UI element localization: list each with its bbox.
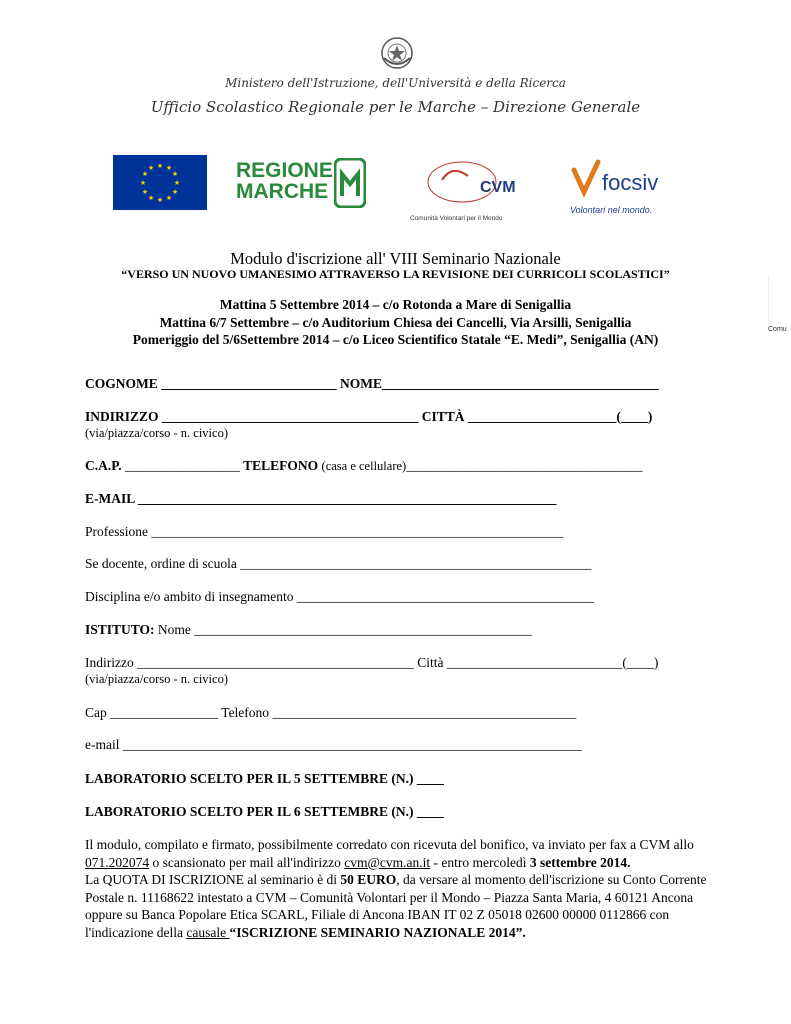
causale-text: “ISCRIZIONE SEMINARIO NAZIONALE 2014”. — [229, 924, 526, 940]
professione-label: Professione — [85, 524, 148, 539]
instructions-text-3: - entro mercoledì — [430, 854, 530, 870]
telefono-label: TELEFONO — [243, 458, 319, 473]
nome-label: NOME — [340, 376, 382, 391]
ist-telefono-field[interactable]: _____________________________________________ — [272, 705, 577, 720]
regione-emblem-icon — [334, 158, 366, 208]
date-line-2: Mattina 6/7 Settembre – c/o Auditorium Chiesa dei Cancelli, Via Arsilli, Senigallia — [159, 314, 632, 330]
row-docente — [85, 556, 591, 572]
svg-text:★: ★ — [156, 196, 164, 204]
indirizzo-note: (via/piazza/corso - n. civico) — [85, 426, 228, 440]
italian-republic-emblem-icon — [380, 36, 414, 70]
cvm-logo — [410, 158, 540, 220]
cap-field[interactable]: _________________ — [125, 458, 240, 473]
eu-flag-logo — [113, 155, 207, 210]
provincia-field[interactable]: (____) — [616, 409, 653, 424]
ist-citta-label: Città — [417, 655, 444, 670]
cognome-label: COGNOME — [85, 376, 158, 391]
ist-indirizzo-field[interactable]: _________________________________________ — [137, 655, 414, 670]
telefono-field[interactable]: ___________________________________ — [406, 458, 643, 473]
focsiv-tagline: Volontari nel mondo. — [570, 205, 653, 215]
cognome-field[interactable]: __________________________ — [161, 376, 337, 391]
cvm-mark-icon — [410, 158, 540, 208]
instructions-paragraph — [85, 836, 707, 941]
row-professione — [85, 524, 563, 540]
telefono-note: (casa e cellulare) — [321, 459, 407, 473]
svg-text:★: ★ — [173, 179, 181, 187]
causale-label: causale — [186, 924, 230, 940]
regione-word: REGIONE — [236, 159, 333, 182]
svg-text:★: ★ — [141, 170, 149, 178]
cvm-name: CVM — [480, 179, 516, 196]
istituto-label: ISTITUTO: — [85, 622, 155, 637]
row-lab6 — [85, 804, 444, 820]
row-istituto-cap-telefono — [85, 705, 576, 721]
date-line-3: Pomeriggio del 5/6Settembre 2014 – c/o Liceo Scientifico Statale “E. Medi”, Senigallia (AN) — [132, 332, 659, 347]
email-label: E-MAIL — [85, 491, 135, 506]
ist-provincia-field[interactable]: (____) — [622, 655, 659, 670]
seminar-subtitle: “VERSO UN NUOVO UMANESIMO ATTRAVERSO LA REVISIONE DEI CURRICOLI SCOLASTICI” — [121, 267, 670, 281]
ist-cap-label: Cap — [85, 705, 107, 720]
row-istituto-email — [85, 737, 582, 753]
focsiv-name: focsiv — [602, 170, 659, 195]
svg-text:★: ★ — [165, 164, 173, 172]
row-disciplina — [85, 589, 594, 605]
svg-text:★: ★ — [171, 188, 179, 196]
email-field[interactable]: ______________________________________________________________ — [137, 491, 557, 506]
istituto-nome-label: Nome — [157, 622, 191, 637]
fee-amount: 50 EURO — [340, 872, 397, 887]
fax-number: 071.202074 — [85, 854, 150, 870]
seminar-dates — [0, 296, 791, 349]
regional-office-name: Ufficio Scolastico Regionale per le Marche – Direzione Generale — [150, 98, 641, 116]
instructions-text-2: o scansionato per mail all'indirizzo — [149, 854, 345, 870]
cvm-caption: Comunità Volontari per il Mondo — [410, 215, 503, 222]
citta-label: CITTÀ — [421, 409, 465, 424]
row-email — [85, 491, 556, 507]
istituto-nome-field[interactable]: __________________________________________________ — [194, 622, 532, 637]
ist-email-label: e-mail — [85, 737, 120, 752]
ministry-name: Ministero dell'Istruzione, dell'Università e della Ricerca — [225, 76, 566, 90]
row-indirizzo-citta — [85, 409, 652, 425]
indirizzo-label: INDIRIZZO — [85, 409, 159, 424]
nome-field[interactable]: _________________________________________ — [382, 376, 659, 391]
svg-text:★: ★ — [171, 170, 179, 178]
ist-indirizzo-label: Indirizzo — [85, 655, 134, 670]
ist-citta-field[interactable]: __________________________ — [446, 655, 623, 670]
disciplina-label: Disciplina e/o ambito di insegnamento — [85, 589, 294, 604]
docente-field[interactable]: ____________________________________________________ — [240, 556, 592, 571]
marche-word: MARCHE — [236, 180, 329, 203]
date-line-1: Mattina 5 Settembre 2014 – c/o Rotonda a Mare di Senigallia — [219, 297, 572, 312]
ist-email-field[interactable]: ____________________________________________________________________ — [122, 737, 582, 752]
focsiv-logo — [570, 158, 680, 218]
ist-cap-field[interactable]: ________________ — [110, 705, 219, 720]
row-lab5 — [85, 771, 444, 787]
indirizzo-field[interactable]: ______________________________________ — [161, 409, 419, 424]
form-title: Modulo d'iscrizione all' VIII Seminario Nazionale — [230, 249, 561, 268]
svg-text:★: ★ — [165, 194, 173, 202]
lab5-label: LABORATORIO SCELTO PER IL 5 SETTEMBRE (N.) — [85, 771, 414, 786]
professione-field[interactable]: _____________________________________________________________ — [151, 524, 564, 539]
svg-text:★: ★ — [147, 194, 155, 202]
svg-text:★: ★ — [139, 179, 147, 187]
svg-text:★: ★ — [156, 162, 164, 170]
lab6-label: LABORATORIO SCELTO PER IL 6 SETTEMBRE (N.) — [85, 804, 414, 819]
deadline: 3 settembre 2014. — [529, 854, 631, 870]
lab6-field[interactable]: ____ — [416, 804, 444, 819]
svg-text:★: ★ — [141, 188, 149, 196]
row-istituto-indirizzo — [85, 655, 658, 671]
instructions-text-1: Il modulo, compilato e firmato, possibilmente corredato con ricevuta del bonifico, va inviato per fax a CVM allo — [85, 837, 694, 852]
row-cap-telefono — [85, 458, 642, 474]
fee-text-1: La QUOTA DI ISCRIZIONE al seminario è di — [85, 872, 341, 887]
svg-text:★: ★ — [147, 164, 155, 172]
docente-label: Se docente, ordine di scuola — [85, 556, 237, 571]
email-link[interactable]: cvm@cvm.an.it — [344, 854, 431, 870]
lab5-field[interactable]: ____ — [416, 771, 444, 786]
focsiv-mark-icon — [570, 158, 680, 200]
cap-label: C.A.P. — [85, 458, 122, 473]
row-cognome-nome — [85, 376, 659, 392]
ist-telefono-label: Telefono — [221, 705, 270, 720]
side-crop-text: Comu — [768, 326, 787, 333]
row-istituto — [85, 622, 532, 638]
regione-marche-logo — [236, 156, 366, 212]
disciplina-field[interactable]: ____________________________________________ — [296, 589, 594, 604]
fee-text-2: , da versare al momento dell'iscrizione su Conto Corrente Postale n. 11168622 intestato a CVM – Comunità Volontari per il Mondo – Piazza Santa Maria, 4 60121 Ancona oppure su Banca Popolare Etica SCARL, Filiale di Ancona IBAN IT 02 Z 05018 02600 00000 0112866 con l'indicazione della — [85, 872, 707, 940]
ist-indirizzo-note: (via/piazza/corso - n. civico) — [85, 672, 228, 686]
citta-field[interactable]: ______________________ — [467, 409, 617, 424]
